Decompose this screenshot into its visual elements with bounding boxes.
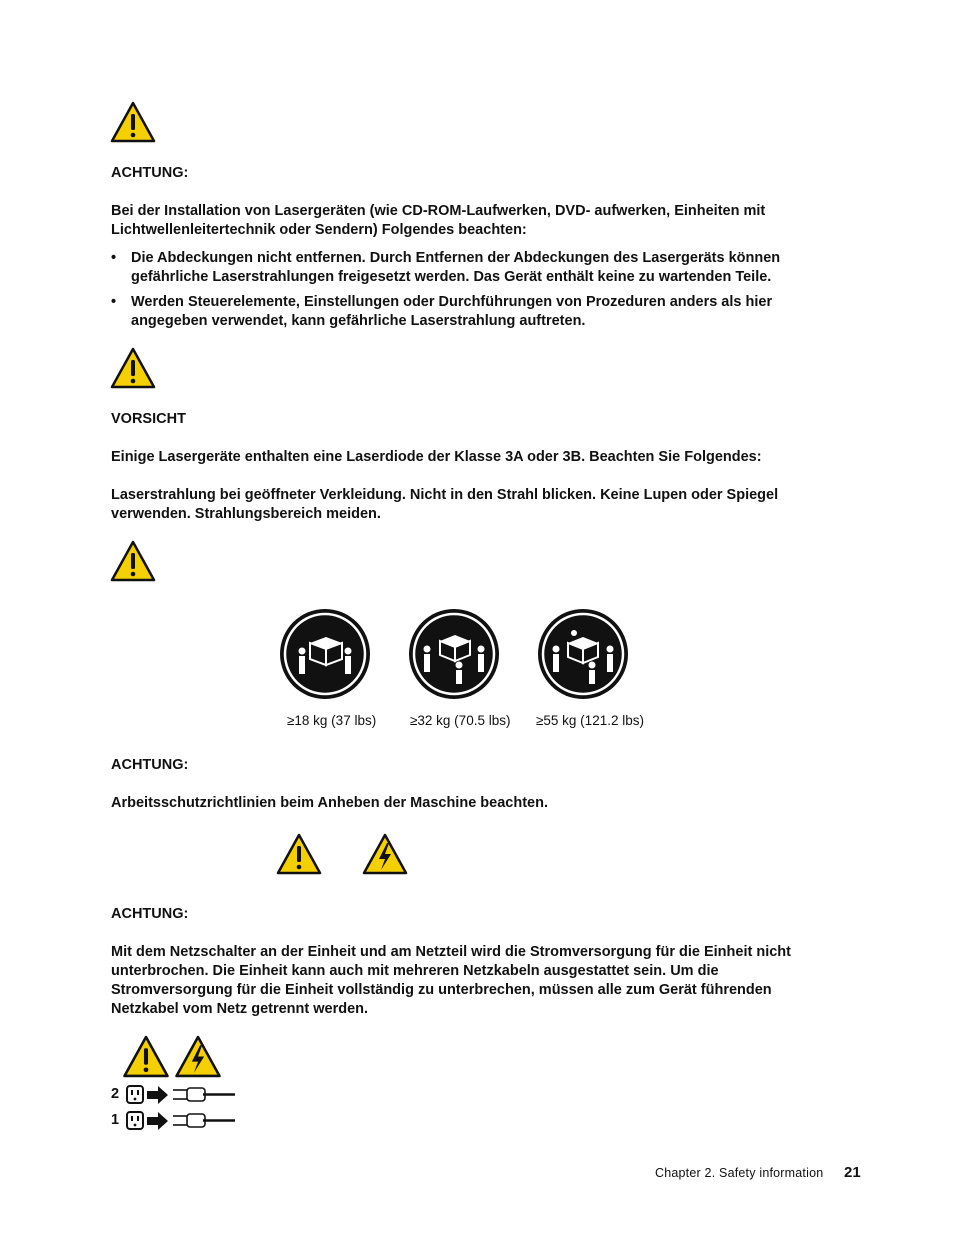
power-cord-number: 1 xyxy=(111,1112,120,1128)
notice2-para1: Einige Lasergeräte enthalten eine Laserdiode der Klasse 3A oder 3B. Beachten Sie Folgendes: xyxy=(111,449,762,465)
two-person-lift-icon xyxy=(278,607,372,701)
bullet-icon: • xyxy=(111,294,117,310)
notice4-heading: ACHTUNG: xyxy=(111,906,189,922)
notice3-text: Arbeitsschutzrichtlinien beim Anheben der Maschine beachten. xyxy=(111,795,548,811)
electrical-hazard-icon xyxy=(174,1035,222,1078)
power-cord-unplug-icon xyxy=(125,1110,237,1132)
bullet-icon: • xyxy=(111,250,117,266)
warning-triangle-icon xyxy=(110,101,156,143)
power-cord-unplug-icon xyxy=(125,1084,237,1106)
weight-label: ≥32 kg (70.5 lbs) xyxy=(410,713,511,728)
four-person-lift-icon xyxy=(536,607,630,701)
page-number: 21 xyxy=(844,1164,861,1181)
weight-label: ≥18 kg (37 lbs) xyxy=(287,713,377,728)
list-item-text: Die Abdeckungen nicht entfernen. Durch Entfernen der Abdeckungen des Lasergeräts können gefährliche Laserstrahlungen freigesetzt werden. Das Gerät enthält keine zu wartenden Teile. xyxy=(131,250,781,285)
warning-triangle-icon xyxy=(110,540,156,582)
notice1-heading: ACHTUNG: xyxy=(111,165,189,181)
warning-triangle-icon xyxy=(110,347,156,389)
notice3-heading: ACHTUNG: xyxy=(111,757,189,773)
list-item xyxy=(111,249,841,287)
notice2-heading: VORSICHT xyxy=(111,411,186,427)
list-item xyxy=(111,293,841,331)
footer-chapter: Chapter 2. Safety information xyxy=(655,1166,824,1180)
notice2-para2: Laserstrahlung bei geöffneter Verkleidung. Nicht in den Strahl blicken. Keine Lupen oder Spiegel verwenden. Strahlungsbereich meiden. xyxy=(111,487,779,522)
electrical-hazard-icon xyxy=(362,833,408,875)
notice4-text: Mit dem Netzschalter an der Einheit und am Netzteil wird die Stromversorgung für die Einheit nicht unterbrochen. Die Einheit kann auch mit mehreren Netzkabeln ausgestattet sein. Um die Stromversorgung für die Einheit vollständig zu unterbrechen, müssen alle zum Gerät führenden Netzkabel vom Netz getrennt werden. xyxy=(111,944,791,1017)
power-cord-number: 2 xyxy=(111,1086,120,1102)
list-item-text: Werden Steuerelemente, Einstellungen oder Durchführungen von Prozeduren anders als hier angegeben verwendet, kann gefährliche Laserstrahlung auftreten. xyxy=(131,294,773,329)
notice1-intro: Bei der Installation von Lasergeräten (wie CD-ROM-Laufwerken, DVD- aufwerken, Einheiten mit Lichtwellenleitertechnik oder Sendern) Folgendes beachten: xyxy=(111,203,766,238)
weight-label: ≥55 kg (121.2 lbs) xyxy=(536,713,644,728)
warning-triangle-icon xyxy=(122,1035,170,1078)
warning-triangle-icon xyxy=(276,833,322,875)
three-person-lift-icon xyxy=(407,607,501,701)
